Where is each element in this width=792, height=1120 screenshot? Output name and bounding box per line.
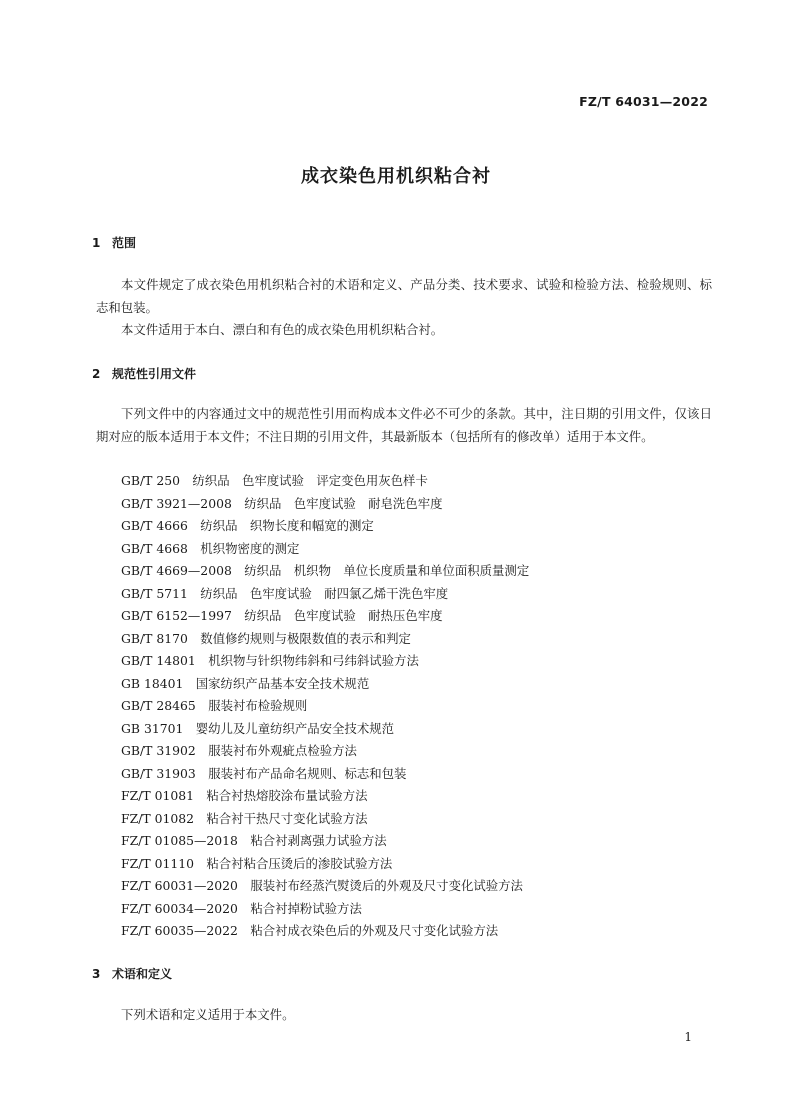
section-number: 1 — [92, 236, 101, 250]
reference-item: GB/T 4668 机织物密度的测定 — [121, 540, 300, 556]
section-title: 术语和定义 — [112, 967, 173, 981]
reference-item: GB 31701 婴幼儿及儿童纺织产品安全技术规范 — [121, 720, 394, 736]
terms-intro-paragraph: 下列术语和定义适用于本文件。 — [121, 1007, 295, 1022]
reference-item: FZ/T 60034—2020 粘合衬掉粉试验方法 — [121, 900, 362, 916]
reference-item: GB 18401 国家纺织产品基本安全技术规范 — [121, 675, 370, 691]
section-heading-scope — [92, 234, 136, 251]
section-number: 3 — [92, 967, 101, 981]
section-title: 规范性引用文件 — [112, 367, 197, 381]
reference-item: GB/T 4669—2008 纺织品 机织物 单位长度质量和单位面积质量测定 — [121, 563, 530, 578]
scope-paragraph-2: 本文件适用于本白、漂白和有色的成衣染色用机织粘合衬。 — [121, 322, 444, 337]
reference-item: GB/T 28465 服装衬布检验规则 — [121, 698, 308, 713]
reference-item: GB/T 5711 纺织品 色牢度试验 耐四氯乙烯干洗色牢度 — [121, 585, 449, 601]
reference-item: GB/T 31903 服装衬布产品命名规则、标志和包装 — [121, 765, 407, 781]
reference-item: FZ/T 60031—2020 服装衬布经蒸汽熨烫后的外观及尺寸变化试验方法 — [121, 878, 523, 893]
reference-item: GB/T 8170 数值修约规则与极限数值的表示和判定 — [121, 630, 411, 646]
reference-item: FZ/T 01082 粘合衬干热尺寸变化试验方法 — [121, 810, 368, 826]
reference-item: FZ/T 01085—2018 粘合衬剥离强力试验方法 — [121, 833, 387, 848]
section-heading-terms-definitions — [92, 965, 172, 982]
standard-code: FZ/T 64031—2022 — [579, 94, 708, 109]
scope-paragraph-1: 本文件规定了成衣染色用机织粘合衬的术语和定义、产品分类、技术要求、试验和检验方法、检验规则、标志和包装。 — [96, 277, 712, 315]
reference-item: FZ/T 01110 粘合衬粘合压烫后的渗胶试验方法 — [121, 855, 393, 871]
reference-item: GB/T 250 纺织品 色牢度试验 评定变色用灰色样卡 — [121, 473, 428, 488]
page-number: 1 — [684, 1030, 692, 1044]
reference-item: FZ/T 01081 粘合衬热熔胶涂布量试验方法 — [121, 788, 368, 803]
reference-item: GB/T 14801 机织物与针织物纬斜和弓纬斜试验方法 — [121, 653, 419, 668]
reference-item: GB/T 4666 纺织品 织物长度和幅宽的测定 — [121, 518, 374, 533]
reference-item: GB/T 3921—2008 纺织品 色牢度试验 耐皂洗色牢度 — [121, 495, 443, 511]
reference-list — [121, 470, 529, 943]
reference-item: GB/T 6152—1997 纺织品 色牢度试验 耐热压色牢度 — [121, 608, 443, 623]
reference-item: FZ/T 60035—2022 粘合衬成衣染色后的外观及尺寸变化试验方法 — [121, 923, 499, 938]
section-heading-normative-references — [92, 365, 196, 382]
references-intro-paragraph: 下列文件中的内容通过文中的规范性引用而构成本文件必不可少的条款。其中，注日期的引用文件，仅该日期对应的版本适用于本文件；不注日期的引用文件，其最新版本（包括所有的修改单）适用于本文件。 — [96, 406, 712, 444]
section-number: 2 — [92, 367, 101, 381]
section-title: 范围 — [112, 236, 137, 250]
document-title: 成衣染色用机织粘合衬 — [301, 166, 491, 187]
reference-item: GB/T 31902 服装衬布外观疵点检验方法 — [121, 743, 357, 758]
